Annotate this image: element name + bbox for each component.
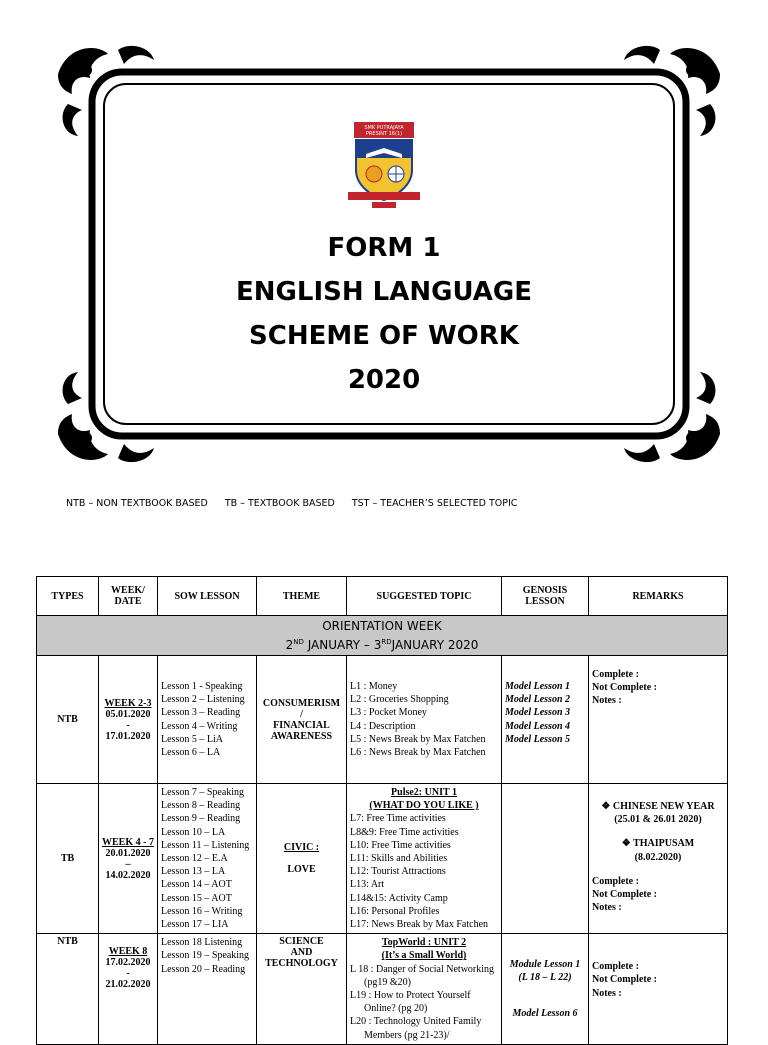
cell-week-date: WEEK 8 17.02.2020 - 21.02.2020: [99, 934, 158, 1045]
header-suggested-topic: SUGGESTED TOPIC: [347, 577, 502, 616]
header-types: TYPES: [37, 577, 99, 616]
cell-type: NTB: [37, 656, 99, 784]
cell-genosis: [502, 784, 589, 934]
cell-topics: TopWorld : UNIT 2 (It’s a Small World) L 18 : Danger of Social Networking (pg19 &20) L19 : How to Protect Yourself Online? (pg 20) L20 : Technology United Family Members (pg 21-23)/: [347, 934, 502, 1045]
table-row: [37, 656, 728, 784]
orientation-dates: 2ND JANUARY – 3RDJANUARY 2020: [285, 638, 479, 652]
cell-week-date: WEEK 4 - 7 20.01.2020 – 14.02.2020: [99, 784, 158, 934]
cell-sow-lessons: Lesson 1 - Speaking Lesson 2 – Listening Lesson 3 – Reading Lesson 4 – Writing Lesson 5 – LiA Lesson 6 – LA: [158, 656, 257, 784]
orientation-week-cell: [37, 616, 728, 656]
cell-remarks: Complete : Not Complete : Notes :: [589, 934, 728, 1045]
title-line-year: 2020: [347, 365, 421, 395]
table-row: [37, 784, 728, 934]
svg-text:SMK PUTRAJAYA: SMK PUTRAJAYA: [364, 125, 404, 131]
cell-week-date: WEEK 2-3 05.01.2020 - 17.01.2020: [99, 656, 158, 784]
legend-tst: TST – TEACHER’S SELECTED TOPIC: [351, 498, 518, 509]
corner-ornament-icon: [58, 46, 154, 136]
cell-sow-lessons: Lesson 7 – Speaking Lesson 8 – Reading Lesson 9 – Reading Lesson 10 – LA Lesson 11 – Listening Lesson 12 – E.A Lesson 13 – LA Lesson 14 – AOT Lesson 15 – AOT Lesson 16 – Writing Lesson 17 – LIA: [158, 784, 257, 934]
orientation-title: ORIENTATION WEEK: [322, 619, 442, 633]
cell-theme: SCIENCE AND TECHNOLOGY: [257, 934, 347, 1045]
title-line-subject: ENGLISH LANGUAGE: [236, 277, 532, 307]
table-row: [37, 934, 728, 1045]
cell-type: NTB: [37, 934, 99, 1045]
header-theme: THEME: [257, 577, 347, 616]
cell-theme: CIVIC : LOVE: [257, 784, 347, 934]
cell-type: TB: [37, 784, 99, 934]
legend-ntb: NTB – NON TEXTBOOK BASED: [66, 498, 208, 509]
header-remarks: REMARKS: [589, 577, 728, 616]
header-week-date: WEEK/ DATE: [99, 577, 158, 616]
cell-remarks: Complete : Not Complete : Notes :: [589, 656, 728, 784]
cell-remarks: ❖ CHINESE NEW YEAR (25.01 & 26.01 2020) ❖ THAIPUSAM (8.02.2020) Complete : Not Complete : Notes :: [589, 784, 728, 934]
legend-tb: TB – TEXTBOOK BASED: [224, 498, 335, 509]
cell-theme: CONSUMERISM / FINANCIAL AWARENESS: [257, 656, 347, 784]
header-sow-lesson: SOW LESSON: [158, 577, 257, 616]
orientation-row: [37, 616, 728, 656]
cell-topics: L1 : Money L2 : Groceries Shopping L3 : Pocket Money L4 : Description L5 : News Break by Max Fatchen L6 : News Break by Max Fatchen: [347, 656, 502, 784]
school-crest-logo: [344, 120, 424, 212]
cell-sow-lessons: Lesson 18 Listening Lesson 19 – Speaking Lesson 20 – Reading: [158, 934, 257, 1045]
header-genosis-lesson: GENOSIS LESSON: [502, 577, 589, 616]
svg-text:PRESINT 16(1): PRESINT 16(1): [365, 131, 403, 137]
cell-genosis: Model Lesson 1 Model Lesson 2 Model Lesson 3 Model Lesson 4 Model Lesson 5: [502, 656, 589, 784]
title-line-form: FORM 1: [327, 233, 441, 263]
cell-genosis: Module Lesson 1 (L 18 – L 22) Model Lesson 6: [502, 934, 589, 1045]
title-line-scheme: SCHEME OF WORK: [249, 321, 519, 351]
document-title: [0, 226, 768, 402]
table-header-row: [37, 577, 728, 616]
abbreviation-legend: [66, 498, 531, 509]
cell-topics: Pulse2: UNIT 1 (WHAT DO YOU LIKE ) L7: Free Time activities L8&9: Free Time activities L10: Free Time activities L11: Skills and Abilities L12: Tourist Attractions L13: Art L14&15: Activity Camp L16: Personal Profiles L17: News Break by Max Fatchen: [347, 784, 502, 934]
scheme-of-work-table: [36, 576, 728, 1045]
